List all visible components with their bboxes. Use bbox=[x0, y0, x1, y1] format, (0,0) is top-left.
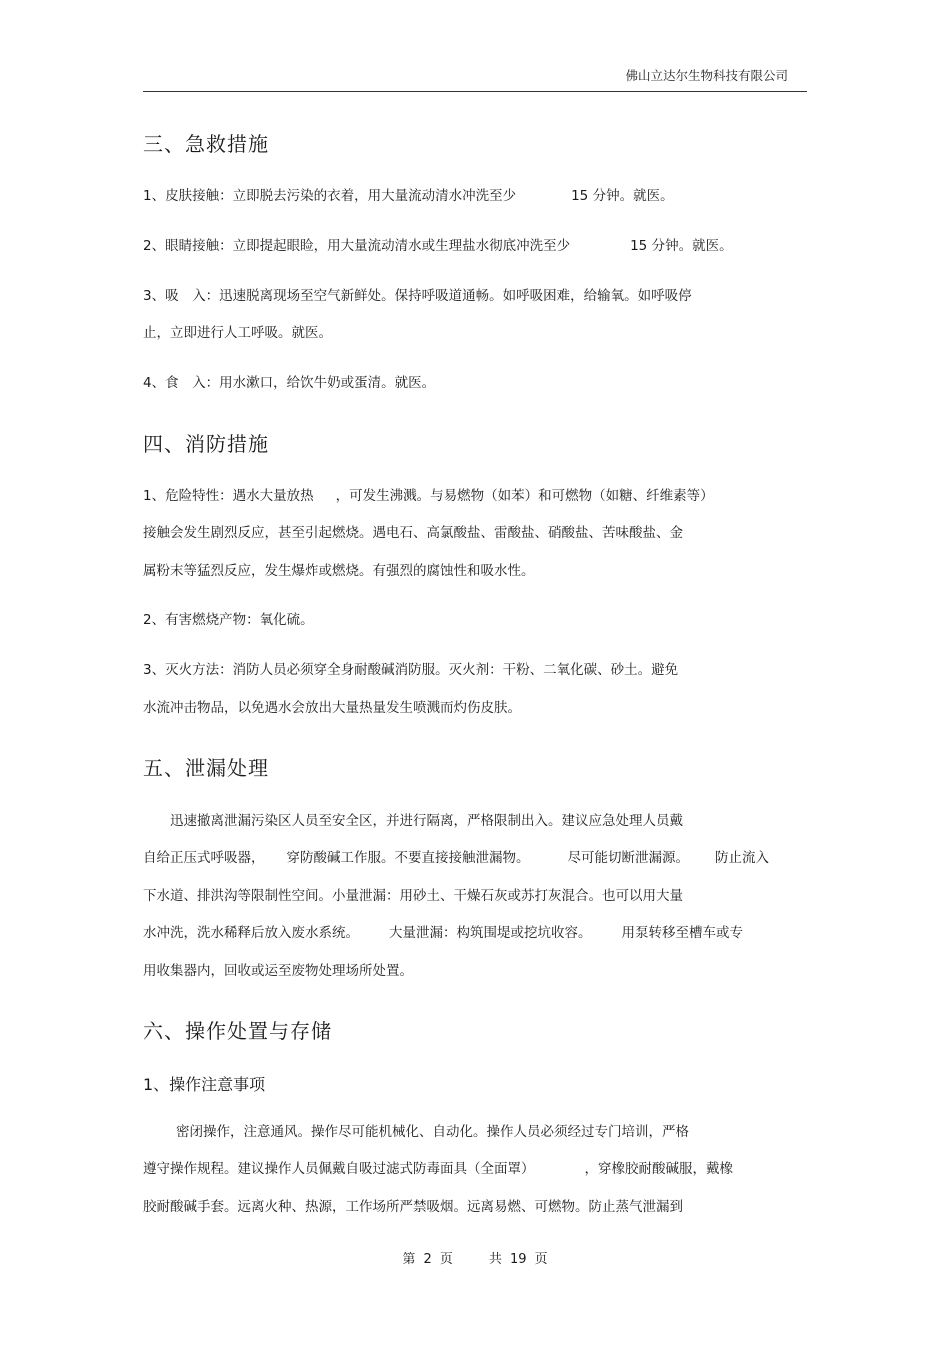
paragraph-line bbox=[143, 923, 743, 943]
text-span: 15 分钟。就医。 bbox=[630, 238, 733, 254]
text-span: 穿防酸碱工作服。不要直接接触泄漏物。 bbox=[286, 850, 530, 866]
text-span: 1、危险特性：遇水大量放热 bbox=[143, 488, 314, 504]
paragraph-line: 密闭操作，注意通风。操作尽可能机械化、自动化。操作人员必须经过专门培训，严格 bbox=[176, 1124, 689, 1140]
section-title-leak-handling: 五、泄漏处理 bbox=[143, 756, 269, 780]
paragraph-line bbox=[143, 1159, 733, 1179]
paragraph-line: 3、吸 入：迅速脱离现场至空气新鲜处。保持呼吸道通畅。如呼吸困难，给输氧。如呼吸停 bbox=[143, 288, 692, 304]
header-rule bbox=[143, 91, 807, 92]
subsection-title-operation-notes: 1、操作注意事项 bbox=[143, 1075, 266, 1094]
paragraph-line: 用收集器内，回收或运至废物处理场所处置。 bbox=[143, 963, 413, 979]
paragraph-line: 止，立即进行人工呼吸。就医。 bbox=[143, 325, 332, 341]
paragraph-line: 4、食 入：用水漱口，给饮牛奶或蛋清。就医。 bbox=[143, 375, 436, 391]
section-title-handling-storage: 六、操作处置与存储 bbox=[143, 1019, 332, 1043]
paragraph-line: 水流冲击物品，以免遇水会放出大量热量发生喷溅而灼伤皮肤。 bbox=[143, 700, 521, 716]
section-title-fire-fighting: 四、消防措施 bbox=[143, 432, 269, 456]
text-span: ，穿橡胶耐酸碱服，戴橡 bbox=[584, 1161, 733, 1177]
text-span: 自给正压式呼吸器， bbox=[143, 850, 265, 866]
page-footer bbox=[0, 1248, 950, 1267]
text-span: 用泵转移至槽车或专 bbox=[621, 925, 743, 941]
paragraph-line: 接触会发生剧烈反应，甚至引起燃烧。遇电石、高氯酸盐、雷酸盐、硝酸盐、苦味酸盐、金 bbox=[143, 525, 683, 541]
paragraph-line: 2、有害燃烧产物：氧化硫。 bbox=[143, 612, 314, 628]
text-span: 水冲洗，洗水稀释后放入废水系统。 bbox=[143, 925, 359, 941]
paragraph-line bbox=[143, 848, 769, 868]
paragraph-line bbox=[143, 486, 714, 506]
paragraph-line: 迅速撤离泄漏污染区人员至安全区，并进行隔离，严格限制出入。建议应急处理人员戴 bbox=[170, 813, 683, 829]
text-span: 遵守操作规程。建议操作人员佩戴自吸过滤式防毒面具（全面罩） bbox=[143, 1161, 535, 1177]
company-name: 佛山立达尔生物科技有限公司 bbox=[625, 68, 788, 83]
paragraph-line: 属粉末等猛烈反应，发生爆炸或燃烧。有强烈的腐蚀性和吸水性。 bbox=[143, 563, 535, 579]
text-span: 尽可能切断泄漏源。 bbox=[567, 850, 689, 866]
page-total: 共 19 页 bbox=[488, 1252, 548, 1267]
text-span: 15 分钟。就医。 bbox=[571, 188, 674, 204]
paragraph-line: 下水道、排洪沟等限制性空间。小量泄漏：用砂土、干燥石灰或苏打灰混合。也可以用大量 bbox=[143, 888, 683, 904]
paragraph-line: 胶耐酸碱手套。远离火种、热源，工作场所严禁吸烟。远离易燃、可燃物。防止蒸气泄漏到 bbox=[143, 1199, 683, 1215]
text-span: 2、眼睛接触：立即提起眼睑，用大量流动清水或生理盐水彻底冲洗至少 bbox=[143, 238, 571, 254]
page-number: 第 2 页 bbox=[402, 1252, 453, 1267]
paragraph-line bbox=[143, 186, 674, 206]
paragraph-line bbox=[143, 236, 733, 256]
section-title-first-aid: 三、急救措施 bbox=[143, 132, 269, 156]
text-span: 防止流入 bbox=[715, 850, 769, 866]
paragraph-line: 3、灭火方法：消防人员必须穿全身耐酸碱消防服。灭火剂：干粉、二氧化碳、砂土。避免 bbox=[143, 662, 679, 678]
text-span: 1、皮肤接触：立即脱去污染的衣着，用大量流动清水冲洗至少 bbox=[143, 188, 517, 204]
text-span: ，可发生沸溅。与易燃物（如苯）和可燃物（如糖、纤维素等） bbox=[335, 488, 714, 504]
text-span: 大量泄漏：构筑围堤或挖坑收容。 bbox=[389, 925, 592, 941]
